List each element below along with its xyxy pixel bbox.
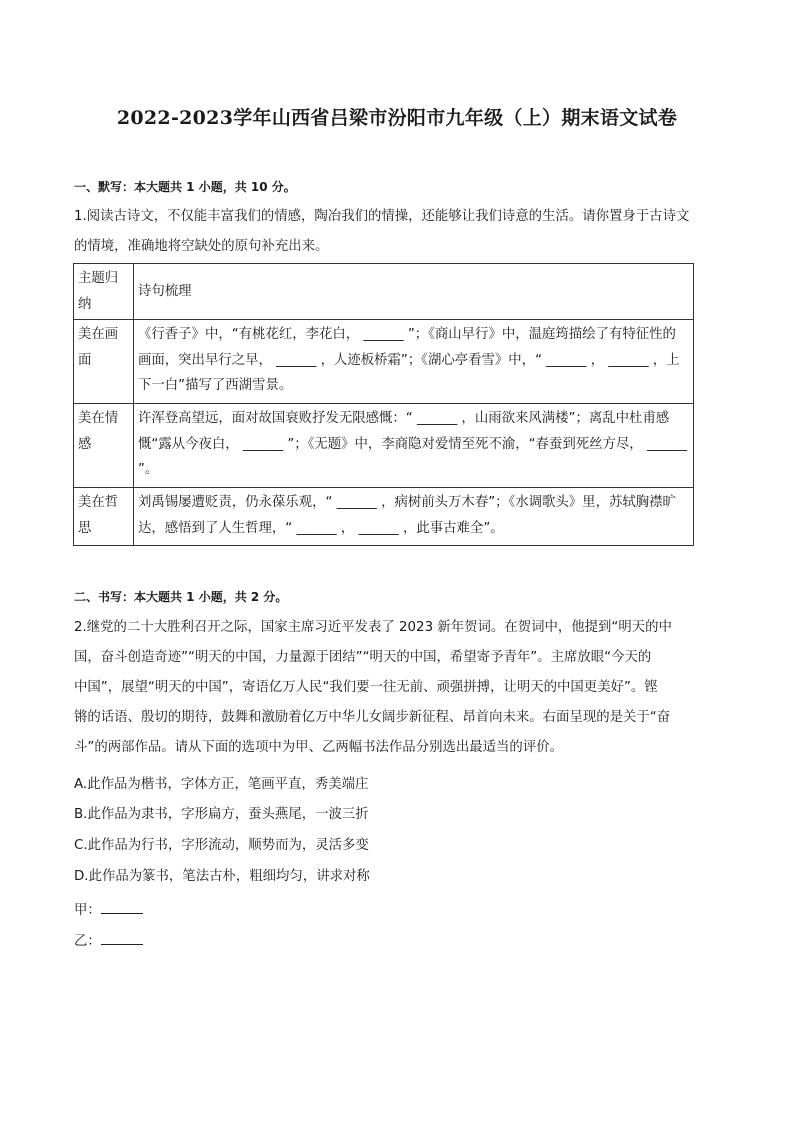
- row-content: 《行香子》中，“有桃花红，李花白， ______ ”；《商山早行》中，温庭筠描绘了有特征性的画面，突出早行之早， ______ ，人迹板桥霜”；《湖心亭看雪》中，“ ______ ， ______ ，上下一白”描写了西湖雪景。: [134, 320, 694, 404]
- answer-jia-label: 甲：: [74, 903, 101, 918]
- table-row: [74, 320, 694, 404]
- answer-yi-label: 乙：: [74, 934, 101, 949]
- answer-jia: [74, 896, 143, 926]
- question2-line: 中国”，展望“明天的中国”，寄语亿万人民“我们要一往无前、顽强拼搏，让明天的中国更美好”。铿: [74, 680, 658, 695]
- answer-jia-blank[interactable]: [101, 899, 143, 914]
- question1-intro-line: 1.阅读古诗文，不仅能丰富我们的情感，陶冶我们的情操，还能够让我们诗意的生活。请你置身于古诗文: [74, 209, 690, 224]
- option-d: D.此作品为篆书，笔法古朴，粗细均匀，讲求对称: [74, 869, 370, 884]
- row-content: 许浑登高望远，面对故国衰败抒发无限感慨：“ ______ ，山雨欲来风满楼”；离乱中杜甫感慨“露从今夜白， ______ ”；《无题》中，李商隐对爱情至死不渝，“春蚕到死丝方尽， ______ ”。: [134, 404, 694, 488]
- table-row: [74, 404, 694, 488]
- option-b: B.此作品为隶书，字形扁方，蚕头燕尾，一波三折: [74, 807, 369, 822]
- section1-heading: 一、默写：本大题共 1 小题，共 10 分。: [74, 180, 296, 194]
- row-label: 美在情感: [74, 404, 134, 488]
- row-content: 刘禹锡屡遭贬责，仍永葆乐观，“ ______ ，病树前头万木春”；《水调歌头》里，苏轼胸襟旷达，感悟到了人生哲理，“ ______ ， ______ ，此事古难全”。: [134, 488, 694, 546]
- answer-yi: [74, 927, 143, 957]
- table-header-label: 主题归纳: [74, 264, 134, 320]
- question2-text: [74, 613, 722, 763]
- section2-heading: 二、书写：本大题共 1 小题，共 2 分。: [74, 590, 288, 604]
- question1-intro: [74, 202, 722, 262]
- question2-line: 国，奋斗创造奇迹”“明天的中国，力量源于团结”“明天的中国，希望寄予青年”。主席放眼“今天的: [74, 650, 652, 665]
- table-header-content: 诗句梳理: [134, 264, 694, 320]
- option-c: C.此作品为行书，字形流动，顺势而为，灵活多变: [74, 838, 369, 853]
- question2-line: 斗”的两部作品。请从下面的选项中为甲、乙两幅书法作品分别选出最适当的评价。: [74, 740, 563, 755]
- answer-yi-blank[interactable]: [101, 930, 143, 945]
- question1-intro-line: 的情境，准确地将空缺处的原句补充出来。: [74, 239, 329, 254]
- table-header-row: [74, 264, 694, 320]
- table-row: [74, 488, 694, 546]
- question2-line: 锵的话语、殷切的期待，鼓舞和激励着亿万中华儿女阔步新征程、昂首向未来。右面呈现的是关于“奋: [74, 710, 671, 725]
- poem-table: [73, 263, 694, 546]
- row-label: 美在哲思: [74, 488, 134, 546]
- option-a: A.此作品为楷书，字体方正，笔画平直，秀美端庄: [74, 777, 369, 792]
- document-title: 2022-2023学年山西省吕梁市汾阳市九年级（上）期末语文试卷: [116, 107, 678, 129]
- question2-line: 2.继党的二十大胜利召开之际，国家主席习近平发表了 2023 新年贺词。在贺词中，他提到“明天的中: [74, 620, 672, 635]
- row-label: 美在画面: [74, 320, 134, 404]
